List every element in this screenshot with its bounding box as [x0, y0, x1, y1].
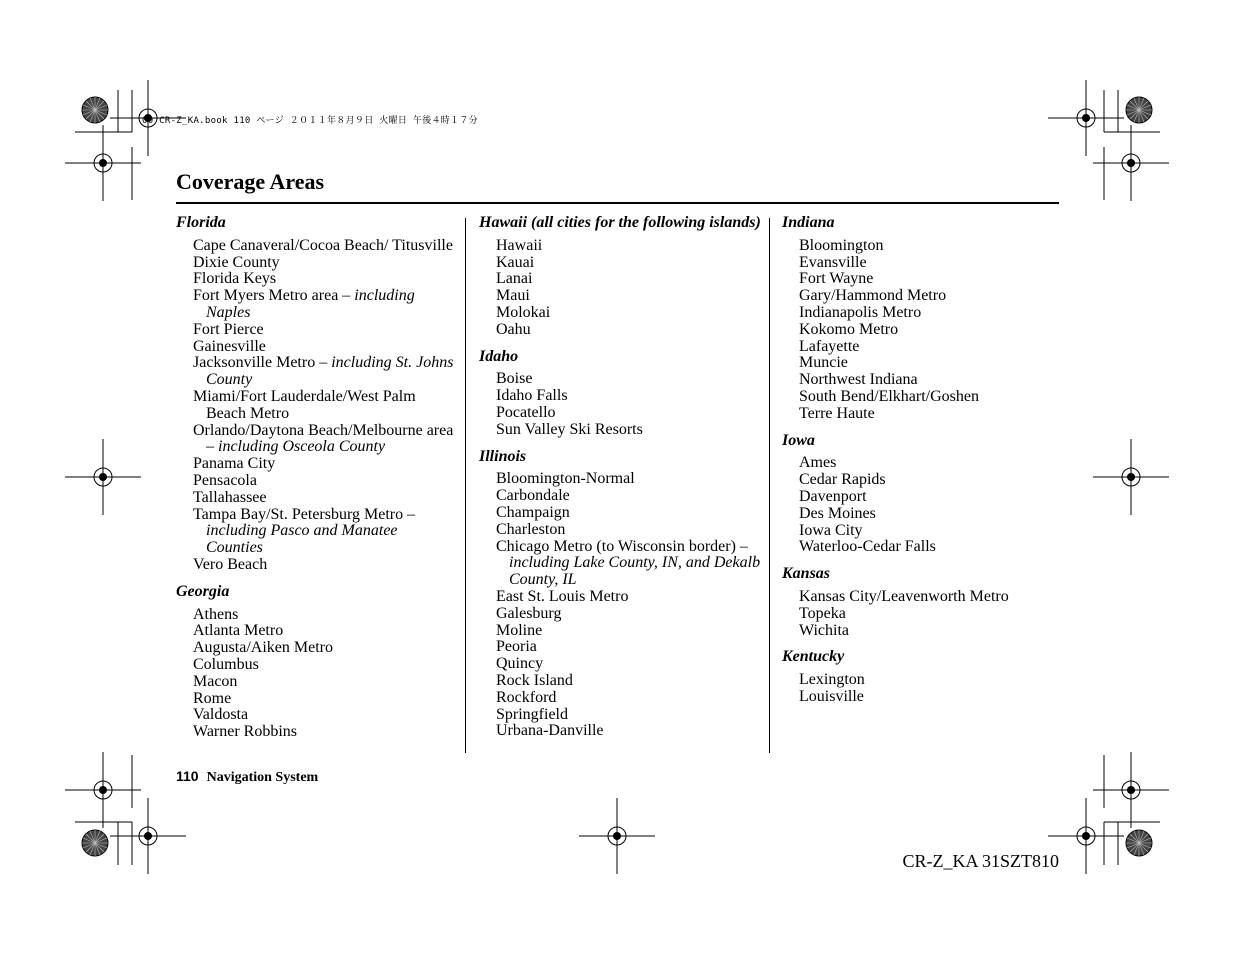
city-name: Lafayette [799, 337, 860, 355]
city-item [176, 389, 454, 423]
city-name: Fort Wayne [799, 270, 874, 288]
city-item [479, 707, 761, 724]
column-divider [465, 218, 466, 753]
region-heading: Illinois [479, 447, 527, 465]
city-name: Miami/Fort Lauderdale/West Palm Beach Metro [193, 387, 416, 422]
city-item [479, 405, 761, 422]
city-name: Pensacola [193, 471, 257, 489]
city-item [176, 674, 454, 691]
region-heading: Florida [176, 214, 226, 231]
column-divider [769, 218, 770, 753]
city-item [479, 539, 761, 589]
city-name: Lexington [799, 671, 865, 689]
city-item [176, 339, 454, 356]
city-item [479, 422, 761, 439]
city-item [782, 271, 1059, 288]
city-item [479, 271, 761, 288]
city-item [782, 406, 1059, 423]
city-item [479, 505, 761, 522]
city-item [479, 471, 761, 488]
city-item [479, 322, 761, 339]
city-item [782, 389, 1059, 406]
city-item [176, 271, 454, 288]
city-name: Kauai [496, 253, 535, 271]
column-3 [782, 213, 1059, 706]
city-name: Terre Haute [799, 404, 875, 422]
city-name: Augusta/Aiken Metro [193, 639, 333, 657]
city-name: Des Moines [799, 504, 876, 522]
city-item [479, 656, 761, 673]
city-name: Urbana-Danville [496, 722, 604, 740]
city-item [479, 255, 761, 272]
city-name: Cape Canaveral/Cocoa Beach/ Titusville [193, 236, 453, 254]
city-name: Molokai [496, 303, 551, 321]
city-item [479, 723, 761, 740]
city-item [176, 623, 454, 640]
city-item [782, 305, 1059, 322]
city-name: Cedar Rapids [799, 471, 886, 489]
city-item [782, 489, 1059, 506]
city-item [479, 388, 761, 405]
city-name: Warner Robbins [193, 723, 298, 741]
city-name: Oahu [496, 320, 531, 338]
city-name: Valdosta [193, 706, 249, 724]
city-name: Jacksonville Metro – [193, 354, 332, 372]
column-2 [479, 213, 761, 740]
city-name: Idaho Falls [496, 387, 568, 405]
page-footer [176, 768, 318, 786]
city-name: Tampa Bay/St. Petersburg Metro – [193, 505, 416, 523]
city-item [176, 657, 454, 674]
city-note: including Naples [206, 287, 415, 321]
city-name: Quincy [496, 655, 544, 673]
city-name: Atlanta Metro [193, 622, 284, 640]
region-heading: Kentucky [782, 648, 845, 666]
city-item [479, 238, 761, 255]
city-name: Gainesville [193, 337, 266, 355]
city-note: including Osceola County [218, 438, 386, 456]
city-name: Orlando/Daytona Beach/Melbourne area – [193, 421, 454, 456]
region-heading: Indiana [782, 214, 835, 231]
city-item [479, 305, 761, 322]
city-name: Sun Valley Ski Resorts [496, 420, 643, 438]
city-item [479, 522, 761, 539]
city-item [479, 606, 761, 623]
city-item [479, 371, 761, 388]
city-item [782, 539, 1059, 556]
city-item [176, 322, 454, 339]
city-item [176, 707, 454, 724]
city-note: – including Lake County, IN, and Dekalb County, IL [509, 537, 761, 589]
city-item [479, 690, 761, 707]
city-name: Northwest Indiana [799, 371, 918, 389]
city-item [176, 255, 454, 272]
city-item [479, 488, 761, 505]
city-name: East St. Louis Metro [496, 587, 629, 605]
city-name: Bloomington-Normal [496, 470, 635, 488]
city-name: Moline [496, 621, 543, 639]
city-name: Rock Island [496, 671, 573, 689]
city-name: Topeka [799, 604, 846, 622]
city-item [176, 456, 454, 473]
city-item [782, 623, 1059, 640]
city-item [479, 639, 761, 656]
city-name: Springfield [496, 705, 568, 723]
city-item [782, 288, 1059, 305]
city-item [782, 238, 1059, 255]
city-name: Waterloo-Cedar Falls [799, 538, 936, 556]
city-name: Vero Beach [193, 555, 268, 573]
city-item [782, 322, 1059, 339]
city-name: Dixie County [193, 253, 280, 271]
document-code: CR-Z_KA 31SZT810 [902, 851, 1059, 871]
column-1 [176, 213, 454, 741]
city-name: Carbondale [496, 487, 570, 505]
city-item [176, 607, 454, 624]
region-heading: Kansas [782, 565, 831, 583]
city-name: Louisville [799, 687, 864, 705]
city-item [782, 455, 1059, 472]
city-item [176, 423, 454, 457]
city-name: Fort Pierce [193, 320, 264, 338]
city-item [176, 355, 454, 389]
city-item [782, 589, 1059, 606]
city-name: Gary/Hammond Metro [799, 287, 947, 305]
city-name: Columbus [193, 655, 259, 673]
city-item [176, 640, 454, 657]
city-item [782, 472, 1059, 489]
city-item [176, 288, 454, 322]
page-number: 110 [176, 768, 199, 784]
city-item [479, 623, 761, 640]
page-title: Coverage Areas [176, 169, 325, 194]
city-name: Pocatello [496, 403, 556, 421]
city-item [176, 507, 454, 557]
city-item [782, 523, 1059, 540]
region-heading: Idaho [479, 347, 519, 365]
city-name: Evansville [799, 253, 867, 271]
city-name: Rome [193, 689, 232, 707]
city-name: Athens [193, 605, 239, 623]
city-name: Galesburg [496, 604, 562, 622]
city-name: Fort Myers Metro area – [193, 287, 355, 305]
city-name: Peoria [496, 638, 537, 656]
city-item [176, 490, 454, 507]
city-note: including St. Johns County [206, 354, 454, 389]
city-item [176, 691, 454, 708]
city-item [782, 506, 1059, 523]
city-name: Maui [496, 287, 530, 305]
city-item [176, 238, 454, 255]
city-item [782, 339, 1059, 356]
city-item [782, 255, 1059, 272]
print-stamp: 00 CR-Z_KA.book 110 ページ ２０１１年８月９日 火曜日 午後４時１７分 [142, 116, 478, 126]
city-item [176, 473, 454, 490]
city-name: Kansas City/Leavenworth Metro [799, 587, 1009, 605]
region-heading: Hawaii (all cities for the following islands) [479, 214, 761, 231]
city-name: Bloomington [799, 236, 884, 254]
title-rule [176, 202, 1059, 204]
city-name: Charleston [496, 520, 566, 538]
city-name: Muncie [799, 354, 848, 372]
city-name: Iowa City [799, 521, 863, 539]
city-item [176, 557, 454, 574]
city-note: including Pasco and Manatee Counties [206, 522, 398, 557]
city-item [479, 673, 761, 690]
city-item [176, 724, 454, 741]
city-item [782, 689, 1059, 706]
city-item [782, 672, 1059, 689]
region-heading: Georgia [176, 582, 230, 600]
city-item [782, 606, 1059, 623]
city-name: Rockford [496, 688, 557, 706]
city-name: South Bend/Elkhart/Goshen [799, 387, 979, 405]
city-name: Lanai [496, 270, 533, 288]
region-heading: Iowa [782, 431, 815, 449]
city-name: Chicago Metro (to Wisconsin border) [496, 537, 740, 555]
city-item [479, 589, 761, 606]
city-name: Macon [193, 672, 238, 690]
city-name: Ames [799, 454, 837, 472]
city-item [782, 355, 1059, 372]
city-name: Wichita [799, 621, 849, 639]
city-name: Florida Keys [193, 270, 277, 288]
footer-section: Navigation System [206, 770, 319, 785]
city-name: Boise [496, 370, 533, 388]
city-name: Tallahassee [193, 488, 267, 506]
city-name: Indianapolis Metro [799, 303, 922, 321]
city-name: Panama City [193, 455, 276, 473]
city-item [479, 288, 761, 305]
city-item [782, 372, 1059, 389]
city-name: Champaign [496, 503, 570, 521]
city-name: Davenport [799, 487, 867, 505]
city-name: Kokomo Metro [799, 320, 899, 338]
city-name: Hawaii [496, 236, 543, 254]
